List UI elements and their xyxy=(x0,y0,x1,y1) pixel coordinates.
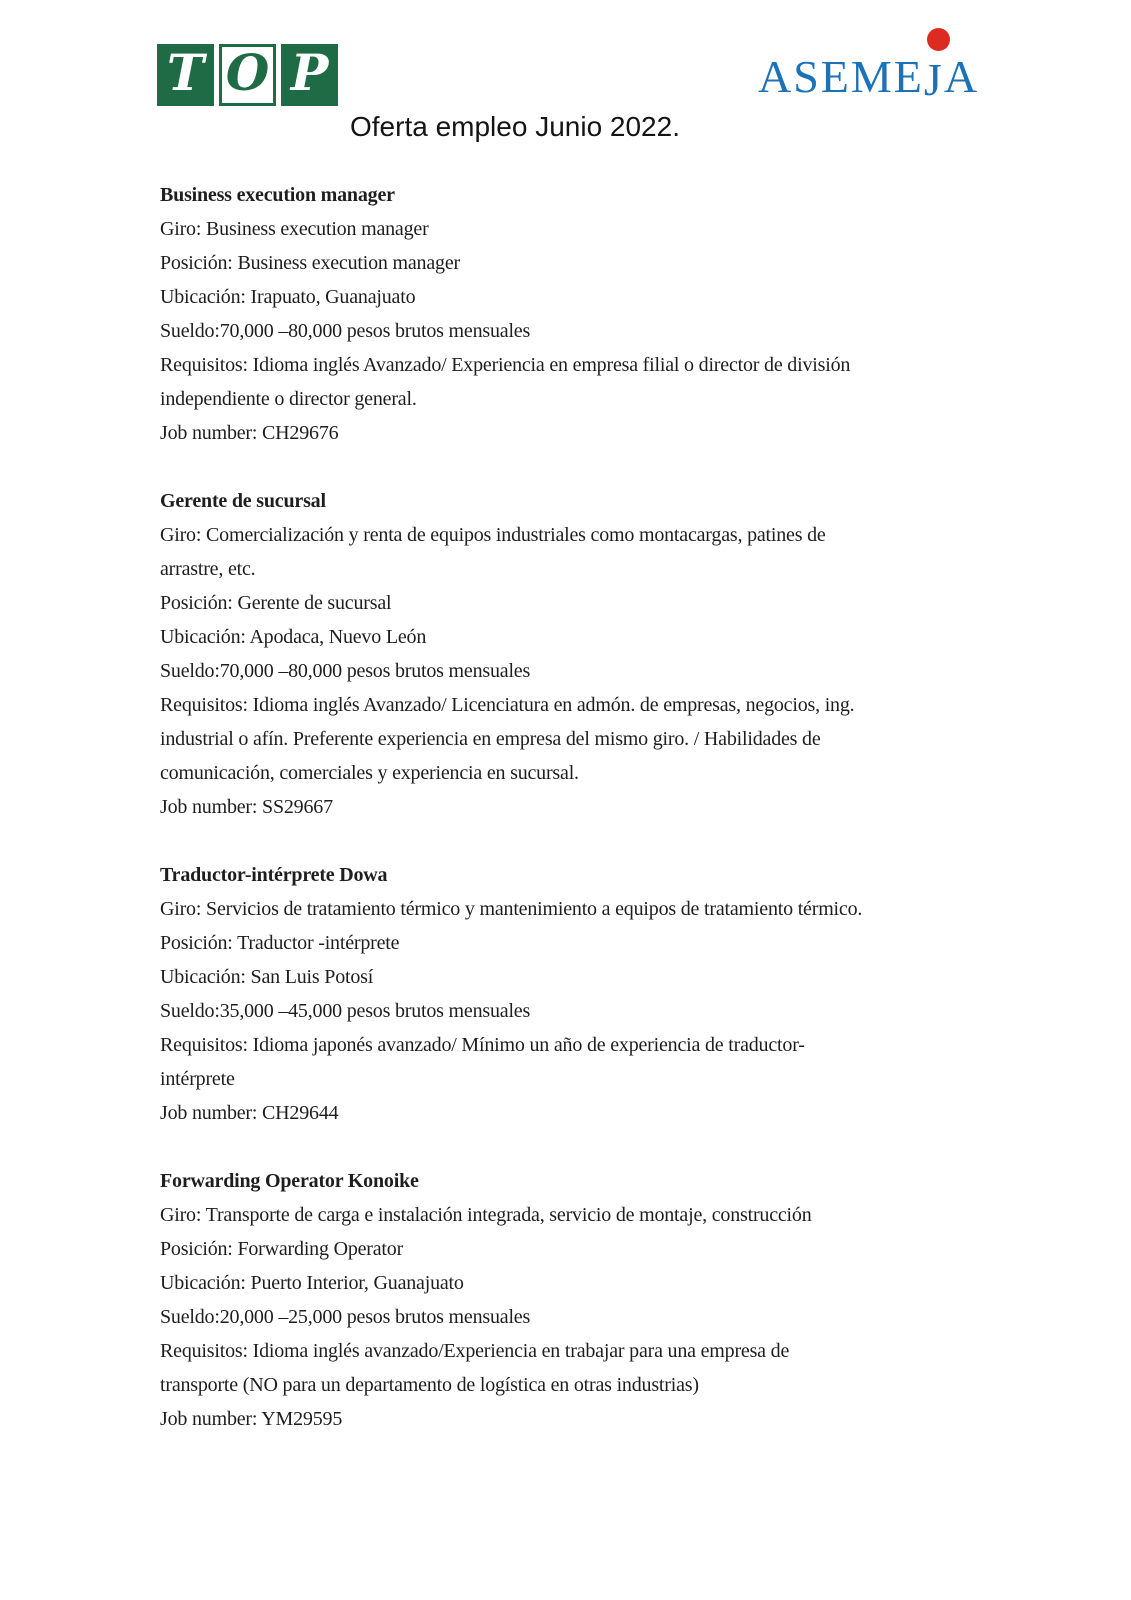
job-line: Requisitos: Idioma inglés avanzado/Experiencia en trabajar para una empresa de xyxy=(160,1340,790,1362)
job-heading: Forwarding Operator Konoike xyxy=(160,1170,419,1192)
job-line: Sueldo:20,000 –25,000 pesos brutos mensuales xyxy=(160,1306,531,1328)
job-line: transporte (NO para un departamento de logística en otras industrias) xyxy=(160,1374,699,1396)
job-line: Job number: CH29676 xyxy=(160,422,339,444)
job-line: comunicación, comerciales y experiencia en sucursal. xyxy=(160,762,579,784)
job-listings xyxy=(160,178,1000,1470)
asemeja-logo-text-right: A xyxy=(943,51,980,102)
job-line: Ubicación: San Luis Potosí xyxy=(160,966,374,988)
job-heading: Gerente de sucursal xyxy=(160,490,326,512)
red-dot-icon xyxy=(927,28,950,51)
asemeja-logo-text-left: ASEME xyxy=(758,51,924,102)
job-section-business-execution-manager xyxy=(160,178,1000,450)
job-line: Job number: YM29595 xyxy=(160,1408,343,1430)
job-line: industrial o afín. Preferente experiencia en empresa del mismo giro. / Habilidades de xyxy=(160,728,821,750)
asemeja-logo-j: J xyxy=(924,53,944,106)
job-line: Posición: Business execution manager xyxy=(160,252,460,274)
job-line: Requisitos: Idioma inglés Avanzado/ Licenciatura en admón. de empresas, negocios, ing. xyxy=(160,694,855,716)
job-heading: Business execution manager xyxy=(160,184,395,206)
job-section-gerente-de-sucursal xyxy=(160,484,1000,824)
job-line: arrastre, etc. xyxy=(160,558,256,580)
job-line: Ubicación: Puerto Interior, Guanajuato xyxy=(160,1272,464,1294)
asemeja-logo xyxy=(758,50,979,103)
job-heading: Traductor-intérprete Dowa xyxy=(160,864,388,886)
top-logo-square-p xyxy=(281,44,338,106)
top-logo-letter-o: O xyxy=(225,43,270,102)
job-line: Giro: Transporte de carga e instalación integrada, servicio de montaje, construcción xyxy=(160,1204,812,1226)
top-logo-letter-p: P xyxy=(290,43,329,102)
job-line: independiente o director general. xyxy=(160,388,417,410)
job-line: Requisitos: Idioma inglés Avanzado/ Experiencia en empresa filial o director de división xyxy=(160,354,851,376)
job-line: Sueldo:70,000 –80,000 pesos brutos mensuales xyxy=(160,320,531,342)
top-logo-square-o xyxy=(219,44,276,106)
job-line: Giro: Servicios de tratamiento térmico y mantenimiento a equipos de tratamiento térmico. xyxy=(160,898,863,920)
job-line: Job number: CH29644 xyxy=(160,1102,339,1124)
job-line: Giro: Business execution manager xyxy=(160,218,429,240)
job-line: Sueldo:35,000 –45,000 pesos brutos mensuales xyxy=(160,1000,531,1022)
top-logo xyxy=(157,44,338,106)
top-logo-letter-t: T xyxy=(166,43,205,102)
job-line: Posición: Traductor -intérprete xyxy=(160,932,400,954)
job-section-forwarding-operator-konoike xyxy=(160,1164,1000,1436)
job-line: Ubicación: Apodaca, Nuevo León xyxy=(160,626,427,648)
job-line: Posición: Forwarding Operator xyxy=(160,1238,404,1260)
job-section-traductor-interprete-dowa xyxy=(160,858,1000,1130)
job-line: Ubicación: Irapuato, Guanajuato xyxy=(160,286,416,308)
job-line: Job number: SS29667 xyxy=(160,796,333,818)
job-line: Sueldo:70,000 –80,000 pesos brutos mensuales xyxy=(160,660,531,682)
top-logo-square-t xyxy=(157,44,214,106)
job-line: Giro: Comercialización y renta de equipos industriales como montacargas, patines de xyxy=(160,524,826,546)
job-line: intérprete xyxy=(160,1068,235,1090)
job-line: Posición: Gerente de sucursal xyxy=(160,592,392,614)
job-line: Requisitos: Idioma japonés avanzado/ Mínimo un año de experiencia de traductor- xyxy=(160,1034,805,1056)
page-title: Oferta empleo Junio 2022. xyxy=(350,111,680,142)
